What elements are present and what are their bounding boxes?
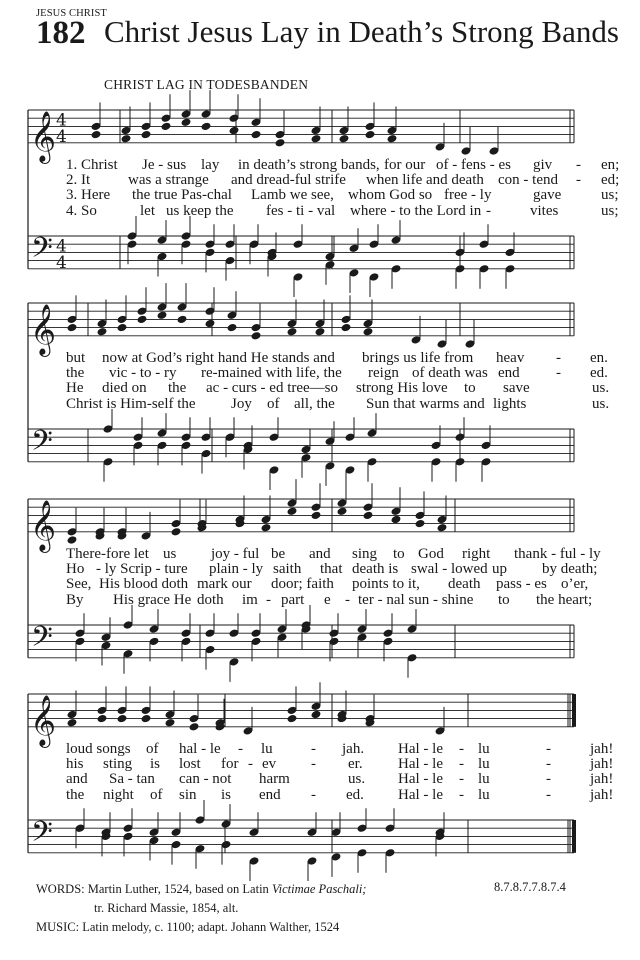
lyric-syllable: He: [66, 380, 84, 397]
lyric-syllable: end: [498, 365, 520, 382]
bass-clef-icon: 𝄢: [31, 424, 53, 465]
lyric-syllable: plain - ly: [209, 561, 264, 578]
lyric-syllable: strong His love: [356, 380, 448, 397]
hymn-number: 182: [36, 15, 86, 51]
lyric-syllable: vic - to - ry: [109, 365, 177, 382]
lyric-syllable: hal - le: [179, 741, 221, 757]
lyric-syllable: joy - ful: [211, 546, 260, 562]
lyric-syllable: -: [556, 350, 561, 366]
lyric-syllable: be: [271, 546, 286, 562]
lyric-syllable: -: [345, 591, 350, 608]
lyric-syllable: save: [503, 380, 530, 397]
lyric-syllable: us;: [601, 202, 619, 219]
bass-clef-icon: 𝄢: [31, 815, 53, 856]
lyric-syllable: sin: [179, 786, 197, 803]
bass-clef-icon: 𝄢: [31, 620, 53, 661]
lyric-syllable: and: [309, 546, 331, 562]
lyric-syllable: and: [66, 771, 88, 788]
lyric-syllable: us.: [592, 395, 610, 412]
lyric-syllable: the: [168, 380, 187, 397]
lyric-syllable: lu: [478, 771, 490, 788]
lyric-syllable: ed;: [601, 172, 620, 189]
music-credit: MUSIC: Latin melody, c. 1100; adapt. Johann Walther, 1524: [36, 920, 340, 934]
lyric-syllable: re-mained with life, the: [201, 365, 342, 382]
lyric-syllable: right: [462, 546, 491, 562]
lyric-syllable: lay: [201, 157, 220, 173]
lyric-syllable: door; faith: [271, 576, 334, 593]
lyric-syllable: Hal - le: [398, 756, 443, 773]
lyric-syllable: lost: [179, 756, 201, 773]
lyric-syllable: us: [163, 546, 177, 562]
lyric-syllable: us;: [601, 187, 619, 204]
lyric-syllable: is: [221, 786, 232, 803]
lyric-syllable: -: [546, 771, 551, 788]
lyric-syllable: -: [459, 771, 464, 788]
time-signature: 4: [56, 110, 67, 131]
lyric-syllable: - ly Scrip - ture: [96, 561, 188, 578]
lyric-syllable: jah!: [590, 756, 614, 773]
lyric-syllable: -: [248, 756, 253, 773]
lyric-syllable: sing: [352, 546, 378, 562]
lyric-syllable: of: [146, 741, 159, 757]
lyric-syllable: -: [576, 172, 581, 189]
lyric-syllable: giv: [533, 157, 553, 173]
lyric-syllable: part: [281, 591, 305, 608]
lyric-syllable: harm: [259, 771, 290, 788]
treble-clef-icon: 𝄞: [30, 110, 57, 162]
note-head: [311, 710, 322, 720]
lyric-syllable: -: [311, 786, 316, 803]
lyric-syllable: of death was: [412, 365, 488, 382]
lyric-syllable: By: [66, 591, 84, 608]
lyric-syllable: points to it,: [352, 576, 420, 593]
lyric-syllable: gave: [533, 187, 562, 204]
lyric-syllable: thank - ful - ly: [514, 546, 601, 562]
lyric-syllable: night: [103, 786, 134, 803]
lyric-syllable: Christ is Him-self the: [66, 395, 196, 412]
note-head: [67, 718, 78, 728]
lyric-syllable: See,: [66, 576, 92, 593]
lyric-syllable: Hal - le: [398, 771, 443, 788]
lyric-syllable: -: [546, 756, 551, 773]
lyric-syllable: heav: [496, 350, 525, 366]
lyric-syllable: now at God’s right hand He stands and: [102, 350, 335, 366]
lyric-syllable: pass - es: [496, 576, 547, 593]
lyric-syllable: ed.: [590, 365, 608, 382]
lyric-syllable: -: [459, 756, 464, 773]
lyric-syllable: 4. So: [66, 202, 97, 219]
time-signature: 4: [56, 252, 67, 273]
hymn-category: JESUS CHRIST: [36, 8, 107, 19]
lyric-syllable: lights: [493, 395, 527, 412]
lyric-syllable: to: [393, 546, 405, 562]
lyric-syllable: whom God so: [348, 187, 433, 204]
tune-name: CHRIST LAG IN TODESBANDEN: [104, 77, 309, 92]
lyric-syllable: doth: [197, 591, 224, 608]
lyric-syllable: o’er,: [561, 576, 589, 593]
lyric-syllable: jah!: [590, 741, 614, 757]
lyric-syllable: to: [464, 380, 476, 397]
lyric-syllable: the: [66, 786, 85, 803]
note-head: [117, 714, 128, 724]
lyric-syllable: where - to the Lord in: [350, 202, 482, 219]
lyric-syllable: ter - nal sun - shine: [358, 591, 474, 608]
lyric-syllable: fes - ti - val: [266, 202, 336, 219]
lyric-syllable: God: [418, 546, 444, 562]
lyric-syllable: was a strange: [128, 172, 209, 189]
lyric-syllable: the true Pas-chal: [132, 187, 232, 204]
lyric-syllable: reign: [368, 365, 399, 382]
lyric-syllable: Hal - le: [398, 741, 443, 757]
lyric-syllable: His grace He: [113, 591, 192, 608]
treble-clef-icon: 𝄞: [30, 694, 57, 746]
lyric-syllable: -: [546, 786, 551, 803]
note-head: [189, 722, 200, 732]
lyric-syllable: jah!: [590, 771, 614, 788]
lyric-syllable: brings us life from: [362, 350, 474, 366]
lyric-syllable: us.: [592, 380, 610, 397]
lyric-syllable: ev: [262, 756, 277, 773]
lyric-syllable: us.: [348, 771, 366, 788]
lyric-syllable: mark our: [197, 576, 252, 593]
translation-credit: tr. Richard Massie, 1854, alt.: [94, 901, 239, 915]
lyric-syllable: There-fore let: [66, 546, 149, 562]
lyric-syllable: by death;: [542, 561, 598, 578]
lyric-syllable: e: [324, 591, 331, 608]
lyric-syllable: 1. Christ: [66, 157, 118, 173]
lyric-syllable: the heart;: [536, 591, 593, 608]
lyric-syllable: 3. Here: [66, 187, 111, 204]
lyric-syllable: is: [150, 756, 161, 773]
lyric-syllable: Je - sus: [142, 157, 187, 173]
lyric-syllable: end: [259, 786, 281, 803]
treble-clef-icon: 𝄞: [30, 499, 57, 551]
lyric-syllable: Sun that warms and: [366, 395, 485, 412]
note-head: [141, 714, 152, 724]
lyric-syllable: -: [556, 365, 561, 382]
lyric-syllable: 2. It: [66, 172, 91, 189]
lyric-syllable: -: [238, 741, 243, 757]
lyric-syllable: jah!: [590, 786, 614, 803]
lyric-syllable: when life and death: [366, 172, 484, 189]
lyric-syllable: all, the: [294, 395, 335, 412]
lyric-syllable: lu: [478, 741, 490, 757]
lyric-syllable: of: [267, 395, 280, 412]
lyric-syllable: lu: [261, 741, 273, 757]
lyric-syllable: of - fens - es: [436, 157, 511, 173]
lyric-syllable: con - tend: [498, 172, 558, 189]
lyric-syllable: jah.: [342, 741, 365, 757]
bass-clef-icon: 𝄢: [31, 231, 53, 272]
words-credit: WORDS: Martin Luther, 1524, based on Latin Victimae Paschali;: [36, 882, 367, 896]
lyric-syllable: for our: [384, 157, 426, 173]
lyric-syllable: us keep the: [166, 202, 234, 219]
lyric-syllable: lu: [478, 786, 490, 803]
lyric-syllable: free - ly: [444, 187, 492, 204]
lyric-syllable: sting: [103, 756, 133, 773]
lyric-syllable: loud songs: [66, 741, 131, 757]
lyric-syllable: Lamb we see,: [251, 187, 334, 204]
note-head: [97, 714, 108, 724]
time-signature: 4: [56, 236, 67, 257]
lyric-syllable: can - not: [179, 771, 232, 788]
lyric-syllable: saith: [273, 561, 302, 578]
lyric-syllable: en.: [590, 350, 608, 366]
note-head: [165, 718, 176, 728]
meter: 8.7.8.7.7.8.7.4: [494, 880, 566, 894]
lyric-syllable: died on: [102, 380, 147, 397]
lyric-syllable: but: [66, 350, 86, 366]
lyric-syllable: his: [66, 756, 84, 773]
lyric-syllable: ed.: [346, 786, 364, 803]
time-signature: 4: [56, 126, 67, 147]
lyric-syllable: His blood doth: [99, 576, 189, 593]
lyric-syllable: up: [492, 561, 507, 578]
lyric-syllable: death: [448, 576, 481, 593]
lyric-syllable: let: [140, 202, 155, 219]
lyric-syllable: ac - curs - ed tree—so: [206, 380, 339, 397]
lyric-syllable: to: [498, 591, 510, 608]
credits: [36, 880, 366, 937]
lyric-syllable: the: [66, 365, 85, 382]
lyric-syllable: -: [486, 202, 491, 219]
lyric-syllable: death is: [352, 561, 399, 578]
lyric-syllable: en;: [601, 157, 620, 173]
treble-clef-icon: 𝄞: [30, 303, 57, 355]
lyric-syllable: that: [320, 561, 343, 578]
lyric-syllable: -: [459, 786, 464, 803]
lyric-syllable: -: [576, 157, 581, 173]
lyric-syllable: in death’s strong bands,: [238, 157, 380, 173]
lyric-syllable: and dread-ful strife: [231, 172, 346, 189]
lyric-syllable: -: [311, 756, 316, 773]
lyric-syllable: -: [266, 591, 271, 608]
lyric-syllable: for: [221, 756, 239, 773]
lyric-syllable: Joy: [231, 395, 252, 412]
lyric-syllable: Sa - tan: [109, 771, 155, 788]
lyric-syllable: -: [311, 741, 316, 757]
lyric-syllable: of: [150, 786, 163, 803]
lyric-syllable: im: [242, 591, 258, 608]
hymn-title: Christ Jesus Lay in Death’s Strong Bands: [104, 14, 619, 49]
lyric-syllable: er.: [348, 756, 363, 773]
lyric-syllable: vites: [530, 202, 559, 219]
note-head: [287, 714, 298, 724]
lyric-syllable: -: [546, 741, 551, 757]
lyric-syllable: lu: [478, 756, 490, 773]
lyric-syllable: -: [459, 741, 464, 757]
lyric-syllable: swal - lowed: [411, 561, 488, 578]
lyric-syllable: Hal - le: [398, 786, 443, 803]
lyric-syllable: Ho: [66, 561, 85, 578]
